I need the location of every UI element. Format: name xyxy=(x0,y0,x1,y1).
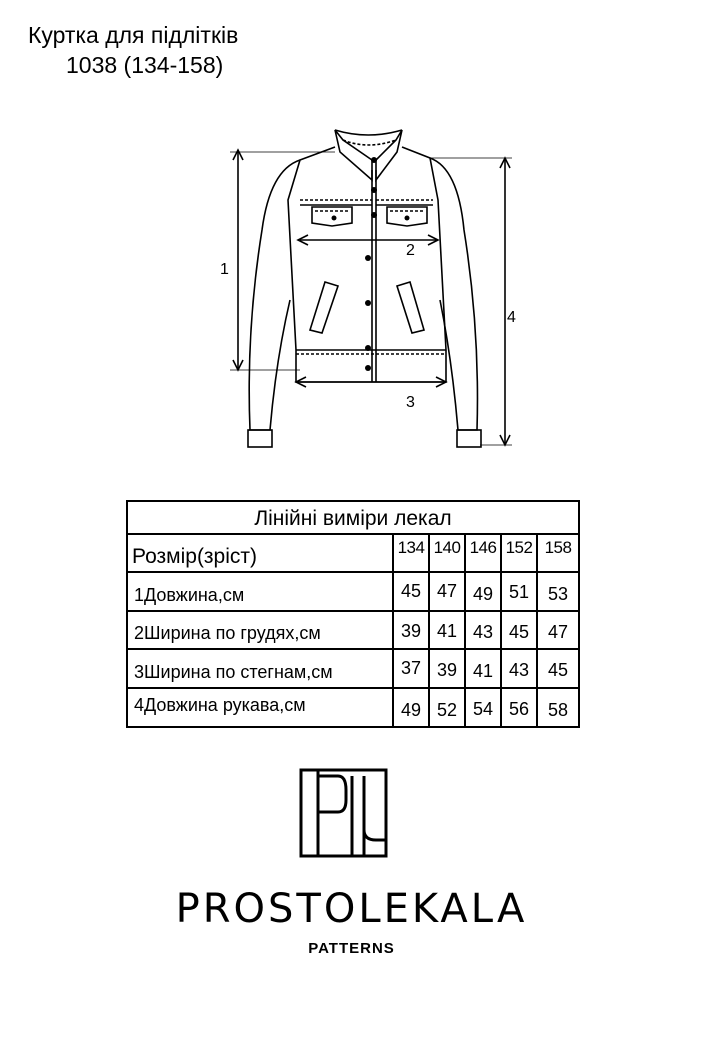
product-code: 1038 (134-158) xyxy=(66,52,224,78)
row-label: 1Довжина,см xyxy=(134,585,245,605)
product-title: Куртка для підлітків xyxy=(28,22,239,48)
value-cell: 43 xyxy=(464,612,500,648)
dimension-label-2: 2 xyxy=(406,242,415,259)
size-cell: 146 xyxy=(464,535,500,571)
value-cell: 52 xyxy=(428,689,464,726)
size-cell: 140 xyxy=(428,535,464,571)
value-cell: 43 xyxy=(500,650,536,687)
brand-subtitle: PATTERNS xyxy=(308,940,395,957)
brand-name: PROSTOLEKALA xyxy=(175,886,528,932)
value-cell: 47 xyxy=(536,612,578,648)
size-label: Розмір(зріст) xyxy=(132,545,258,568)
value-cell: 47 xyxy=(428,573,464,610)
value-cell: 37 xyxy=(392,650,428,687)
value-cell: 45 xyxy=(500,612,536,648)
value-cell: 56 xyxy=(500,689,536,726)
dimension-label-3: 3 xyxy=(406,394,415,411)
value-cell: 41 xyxy=(428,612,464,648)
dimension-label-4: 4 xyxy=(507,309,516,326)
value-cell: 54 xyxy=(464,689,500,726)
value-cell: 39 xyxy=(428,650,464,687)
row-label: 3Ширина по стегнам,см xyxy=(134,662,333,682)
row-label: 2Ширина по грудях,см xyxy=(134,623,321,643)
row-label: 4Довжина рукава,см xyxy=(134,695,306,715)
size-cell: 152 xyxy=(500,535,536,571)
value-cell: 45 xyxy=(392,573,428,610)
value-cell: 53 xyxy=(536,573,578,610)
size-cell: 134 xyxy=(392,535,428,571)
table-header: Лінійні виміри лекал xyxy=(128,502,578,535)
value-cell: 58 xyxy=(536,689,578,726)
dimension-label-1: 1 xyxy=(220,261,229,278)
value-cell: 45 xyxy=(536,650,578,687)
value-cell: 41 xyxy=(464,650,500,687)
value-cell: 49 xyxy=(392,689,428,726)
value-cell: 39 xyxy=(392,612,428,648)
value-cell: 49 xyxy=(464,573,500,610)
size-cell: 158 xyxy=(536,535,578,571)
value-cell: 51 xyxy=(500,573,536,610)
